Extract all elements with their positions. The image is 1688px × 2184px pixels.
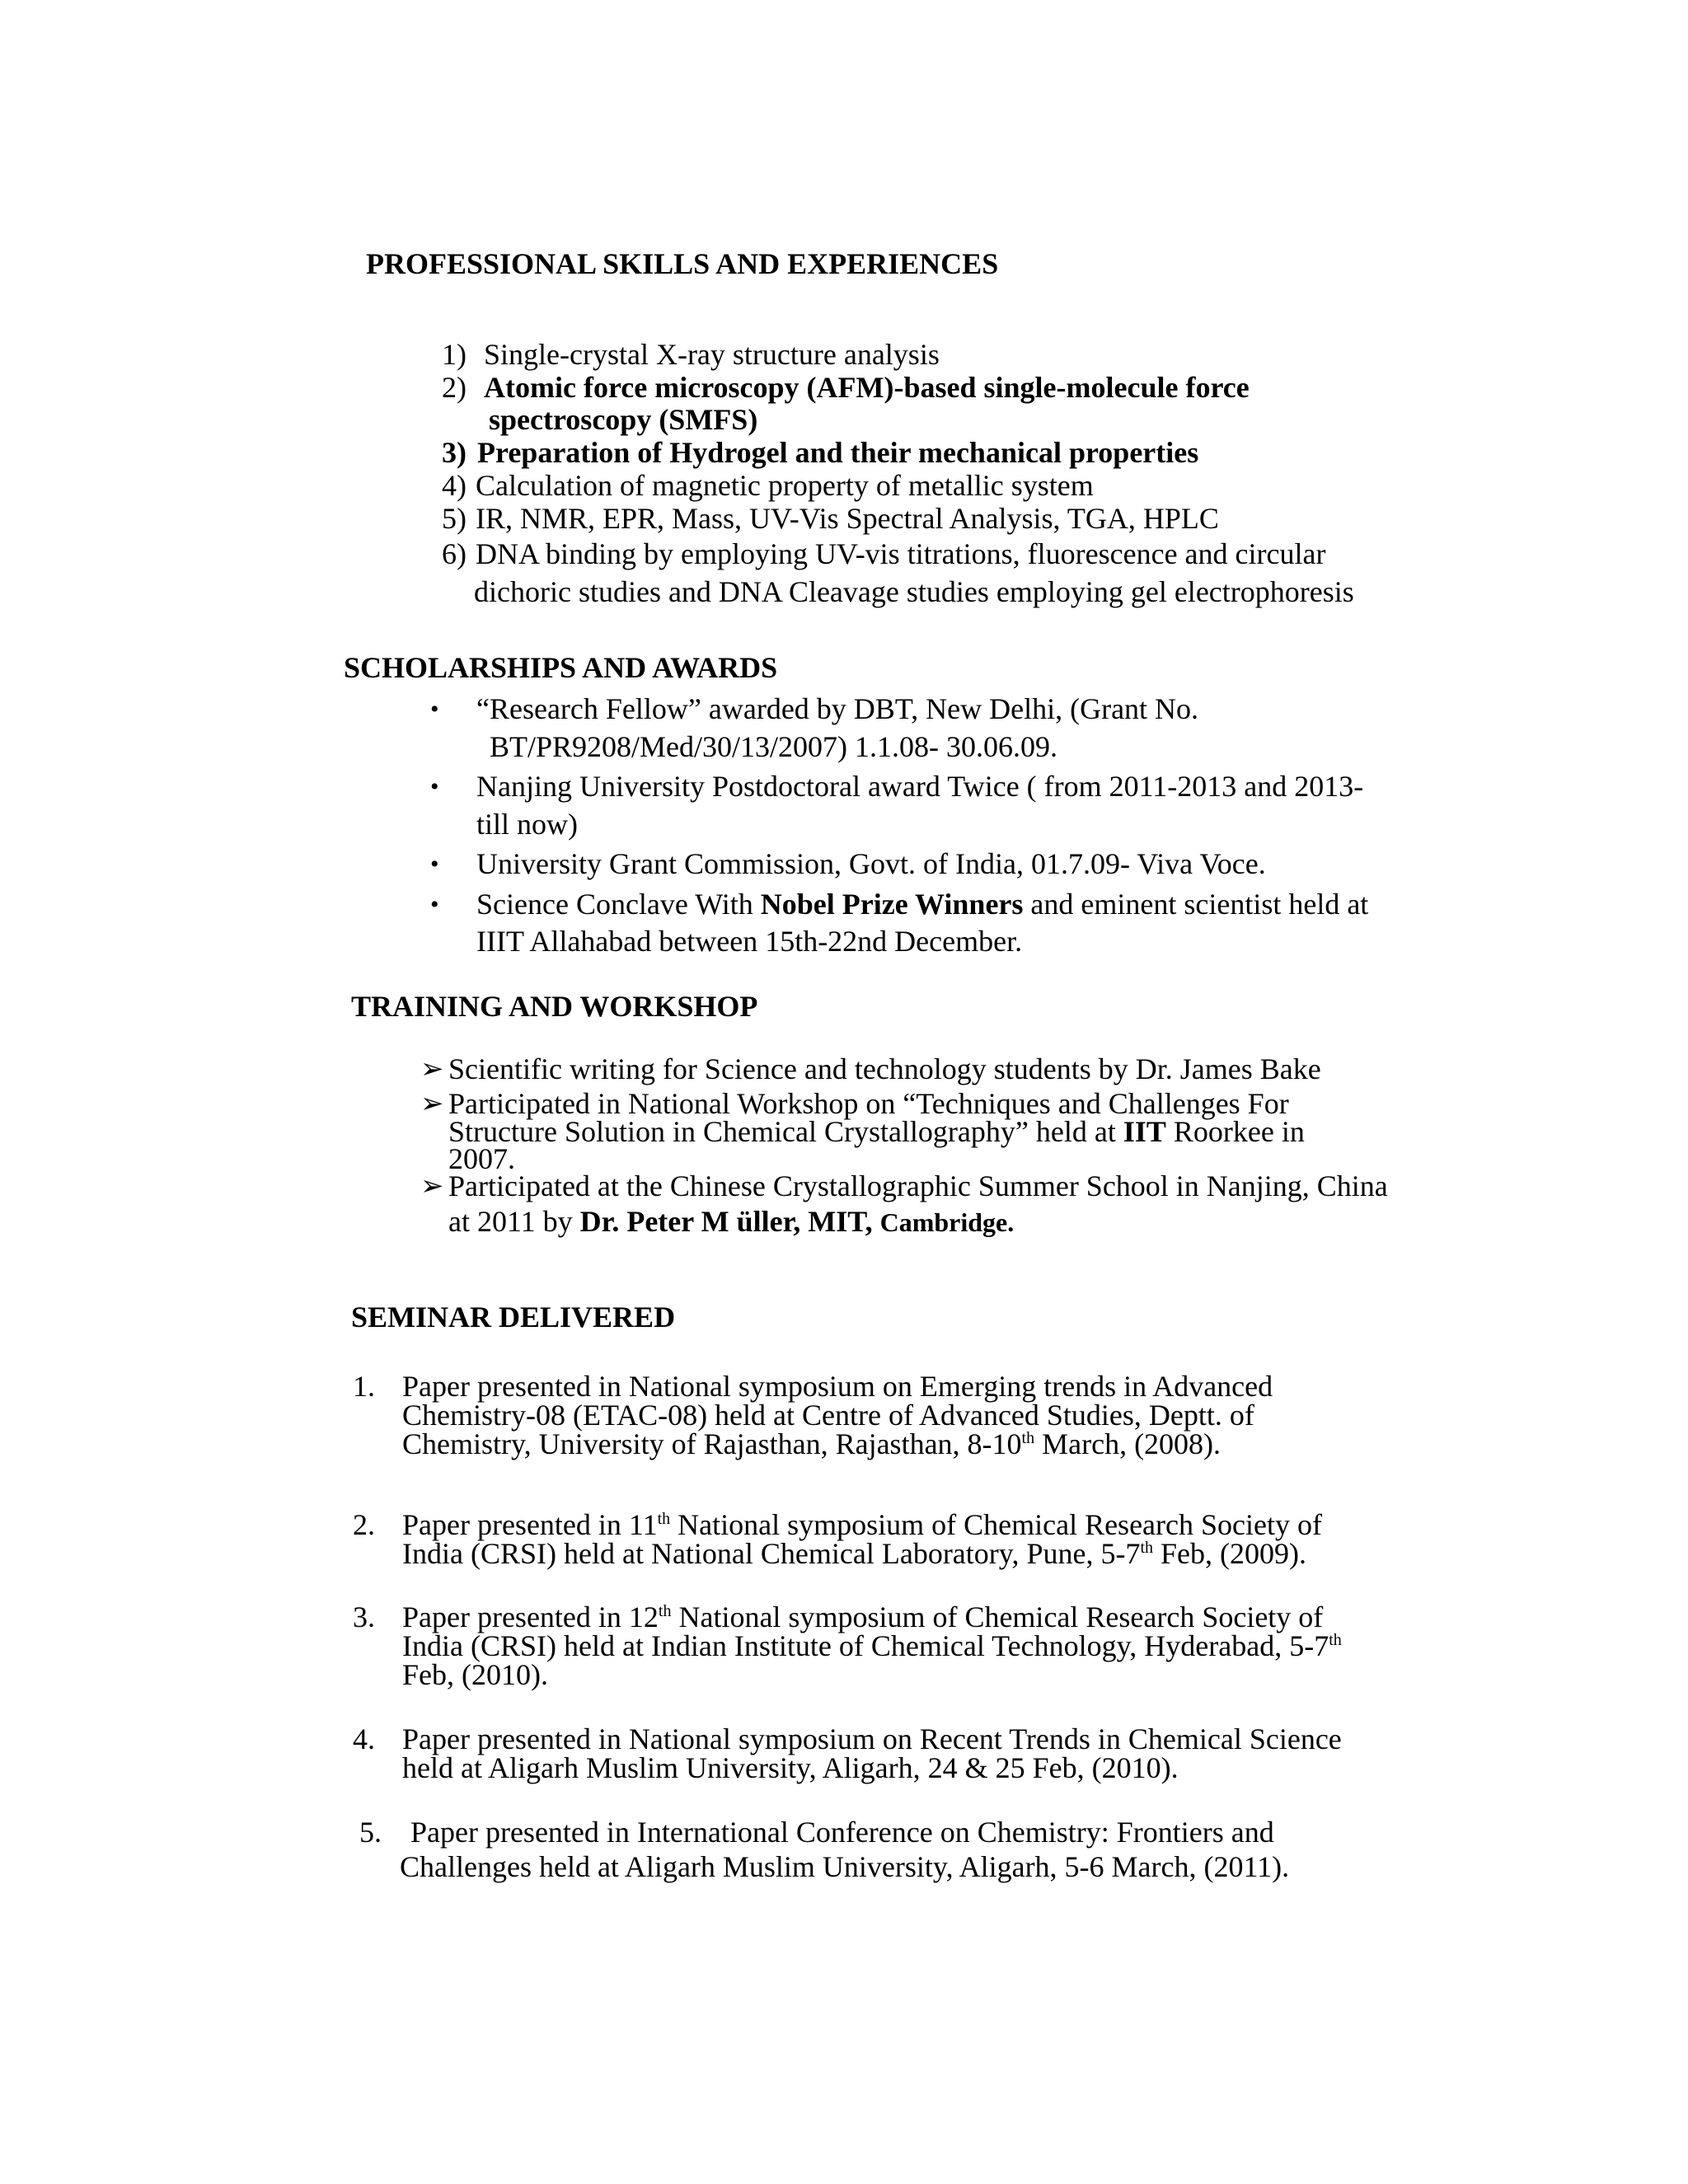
list-item-continuation: held at Aligarh Muslim University, Aligarh, 24 & 25 Feb, (2010). xyxy=(402,1751,1179,1784)
list-item-continuation: till now) xyxy=(476,808,578,841)
list-item-continuation: 2007. xyxy=(448,1142,515,1175)
list-item: “Research Fellow” awarded by DBT, New Delhi, (Grant No. xyxy=(476,692,1199,725)
list-item: Scientific writing for Science and technology students by Dr. James Bake xyxy=(448,1052,1321,1085)
list-item: Participated at the Chinese Crystallographic Summer School in Nanjing, China xyxy=(448,1169,1388,1202)
arrow-bullet-icon: ➢ xyxy=(420,1089,444,1119)
list-item: Preparation of Hydrogel and their mechanical properties xyxy=(477,436,1199,469)
list-item-continuation: India (CRSI) held at National Chemical Laboratory, Pune, 5-7th Feb, (2009). xyxy=(402,1537,1306,1570)
list-item: Participated in National Workshop on “Techniques and Challenges For xyxy=(448,1087,1289,1120)
list-number: 4. xyxy=(353,1722,375,1755)
list-item: University Grant Commission, Govt. of India, 01.7.09- Viva Voce. xyxy=(476,847,1266,880)
list-number: 3) xyxy=(442,436,467,469)
list-item-continuation: at 2011 by Dr. Peter M üller, MIT, Cambridge. xyxy=(448,1205,1015,1238)
list-item: Paper presented in 11th National symposium of Chemical Research Society of xyxy=(402,1508,1322,1541)
list-item-continuation: Challenges held at Aligarh Muslim University, Aligarh, 5-6 March, (2011). xyxy=(400,1850,1290,1883)
list-item-continuation: India (CRSI) held at Indian Institute of Chemical Technology, Hyderabad, 5-7th xyxy=(402,1629,1342,1662)
list-item-continuation: BT/PR9208/Med/30/13/2007) 1.1.08- 30.06.09. xyxy=(490,730,1058,763)
training-heading: TRAINING AND WORKSHOP xyxy=(351,990,758,1023)
list-item: DNA binding by employing UV-vis titrations, fluorescence and circular xyxy=(476,537,1326,570)
list-item-continuation: spectroscopy (SMFS) xyxy=(489,403,758,436)
list-number: 5. xyxy=(359,1816,382,1849)
list-item-continuation: IIIT Allahabad between 15th-22nd December. xyxy=(476,925,1023,958)
awards-heading: SCHOLARSHIPS AND AWARDS xyxy=(344,651,778,684)
list-item: Science Conclave With Nobel Prize Winners and eminent scientist held at xyxy=(476,888,1369,921)
list-item: Single-crystal X-ray structure analysis xyxy=(484,338,940,371)
arrow-bullet-icon: ➢ xyxy=(420,1171,444,1202)
list-number: 2. xyxy=(353,1508,375,1541)
bullet-icon: • xyxy=(430,851,439,878)
skills-heading: PROFESSIONAL SKILLS AND EXPERIENCES xyxy=(366,247,999,280)
list-item: Nanjing University Postdoctoral award Twice ( from 2011-2013 and 2013- xyxy=(476,770,1364,803)
list-number: 4) xyxy=(442,469,467,502)
list-item: Paper presented in 12th National symposium of Chemical Research Society of xyxy=(402,1601,1324,1633)
bullet-icon: • xyxy=(430,891,439,918)
list-item-continuation: Chemistry, University of Rajasthan, Rajasthan, 8-10th March, (2008). xyxy=(402,1427,1221,1460)
list-item-continuation: Chemistry-08 (ETAC-08) held at Centre of Advanced Studies, Deptt. of xyxy=(402,1399,1254,1432)
arrow-bullet-icon: ➢ xyxy=(420,1054,444,1085)
list-number: 6) xyxy=(442,537,467,570)
list-item-continuation: Structure Solution in Chemical Crystallography” held at IIT Roorkee in xyxy=(448,1115,1305,1148)
list-item: Paper presented in National symposium on Emerging trends in Advanced xyxy=(402,1370,1273,1403)
list-item: Atomic force microscopy (AFM)-based single-molecule force xyxy=(484,371,1250,404)
list-number: 1. xyxy=(353,1370,375,1403)
bullet-icon: • xyxy=(430,773,439,800)
list-item-continuation: Feb, (2010). xyxy=(402,1658,548,1691)
list-number: 2) xyxy=(442,371,467,404)
list-item: Paper presented in National symposium on Recent Trends in Chemical Science xyxy=(402,1722,1342,1755)
list-number: 3. xyxy=(353,1601,375,1633)
list-item: IR, NMR, EPR, Mass, UV-Vis Spectral Analysis, TGA, HPLC xyxy=(476,502,1219,535)
list-number: 5) xyxy=(442,502,467,535)
list-item: Paper presented in International Conference on Chemistry: Frontiers and xyxy=(410,1816,1274,1849)
list-number: 1) xyxy=(442,338,467,371)
bullet-icon: • xyxy=(430,696,439,723)
list-item-continuation: dichoric studies and DNA Cleavage studies employing gel electrophoresis xyxy=(474,575,1354,608)
list-item: Calculation of magnetic property of metallic system xyxy=(476,469,1094,502)
seminars-heading: SEMINAR DELIVERED xyxy=(351,1301,676,1333)
